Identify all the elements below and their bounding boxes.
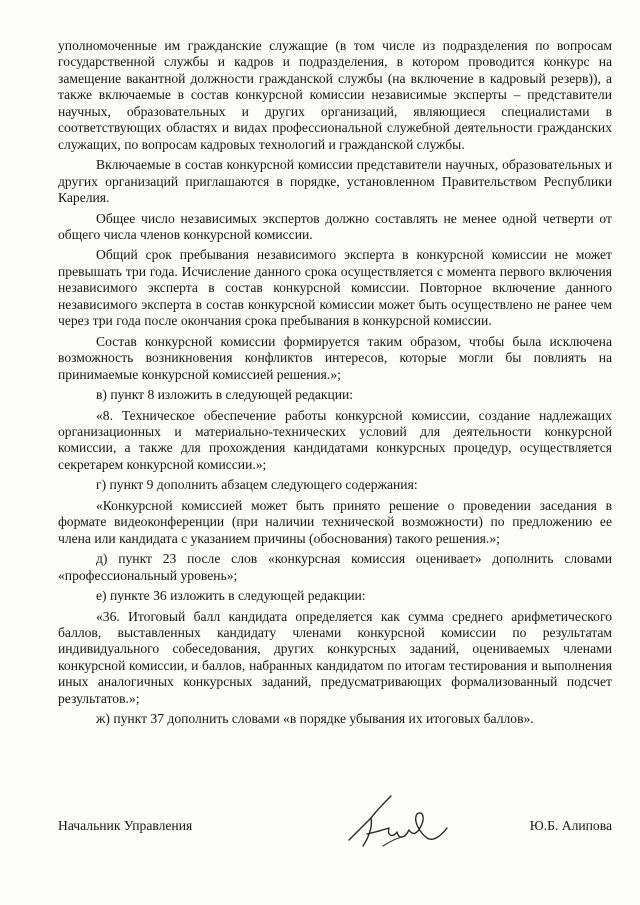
signatory-position: Начальник Управления xyxy=(58,818,193,833)
paragraph-item-e: е) пункте 36 изложить в следующей редакции: xyxy=(96,588,366,604)
signatory-name: Ю.Б. Алипова xyxy=(529,818,612,833)
paragraph-item-v: в) пункт 8 изложить в следующей редакции: xyxy=(96,387,354,403)
signature-block xyxy=(58,818,612,848)
paragraph-point-8: «8. Техническое обеспечение работы конкурсной комиссии, создание надлежащих организационных и материально-технических условий для деятельности конкурсной комиссии, а также для прохождения кандидатами конкурсных процедур, осуществляется секретарем конкурсной комиссии.»; xyxy=(58,407,612,472)
paragraph-item-d: д) пункт 23 после слов «конкурсная комиссия оценивает» дополнить словами «профессиональный уровень»; xyxy=(58,551,612,583)
handwritten-signature xyxy=(343,788,453,858)
paragraph-videoconference: «Конкурсной комиссией может быть принято решение о проведении заседания в формате видеоконференции (при наличии технической возможности) по предложению ее члена или кандидата с указанием причины (обоснования) такого решения.»; xyxy=(58,497,612,546)
paragraph-conflict-of-interest: Состав конкурсной комиссии формируется таким образом, чтобы была исключена возможность возникновения конфликтов интересов, которые могли бы повлиять на принимаемые конкурсной комиссией решения.»; xyxy=(58,333,612,382)
document-body xyxy=(58,38,612,732)
paragraph-item-zh: ж) пункт 37 дополнить словами «в порядке убывания их итоговых баллов». xyxy=(96,711,534,727)
paragraph-point-36: «36. Итоговый балл кандидата определяется как сумма среднего арифметического баллов, выставленных кандидату членами конкурсной комиссии по результатам индивидуального собеседования, других конкурсных заданий, оцениваемых членами конкурсной комиссии, и баллов, набранных кандидатом по итогам тестирования и выполнения иных аналогичных конкурсных заданий, предусматривающих формализованный подсчет результатов.»; xyxy=(58,608,612,706)
paragraph-item-g: г) пункт 9 дополнить абзацем следующего содержания: xyxy=(96,477,418,493)
paragraph-expert-term: Общий срок пребывания независимого эксперта в конкурсной комиссии не может превышать три года. Исчисление данного срока осуществляется с момента первого включения независимого эксперта в состав конкурсной комиссии. Повторное включение данного независимого эксперта в состав конкурсной комиссии может быть осуществлено не ранее чем через три года после окончания срока пребывания в конкурсной комиссии. xyxy=(58,247,612,329)
paragraph-invited-representatives: Включаемые в состав конкурсной комиссии представители научных, образовательных и других организаций приглашаются в порядке, установленном Правительством Республики Карелия. xyxy=(58,157,612,206)
paragraph-commission-members: уполномоченные им гражданские служащие (в том числе из подразделения по вопросам государственной службы и кадров и подразделения, в котором проводится конкурс на замещение вакантной должности гражданской службы (на включение в кадровый резерв)), а также включаемые в состав конкурсной комиссии независимые эксперты – представители научных, образовательных и других организаций, являющиеся специалистами в соответствующих областях и видах профессиональной служебной деятельности гражданских служащих, по вопросам кадровых технологий и гражданской службы. xyxy=(58,38,612,152)
paragraph-expert-share: Общее число независимых экспертов должно составлять не менее одной четверти от общего числа членов конкурсной комиссии. xyxy=(58,210,612,242)
